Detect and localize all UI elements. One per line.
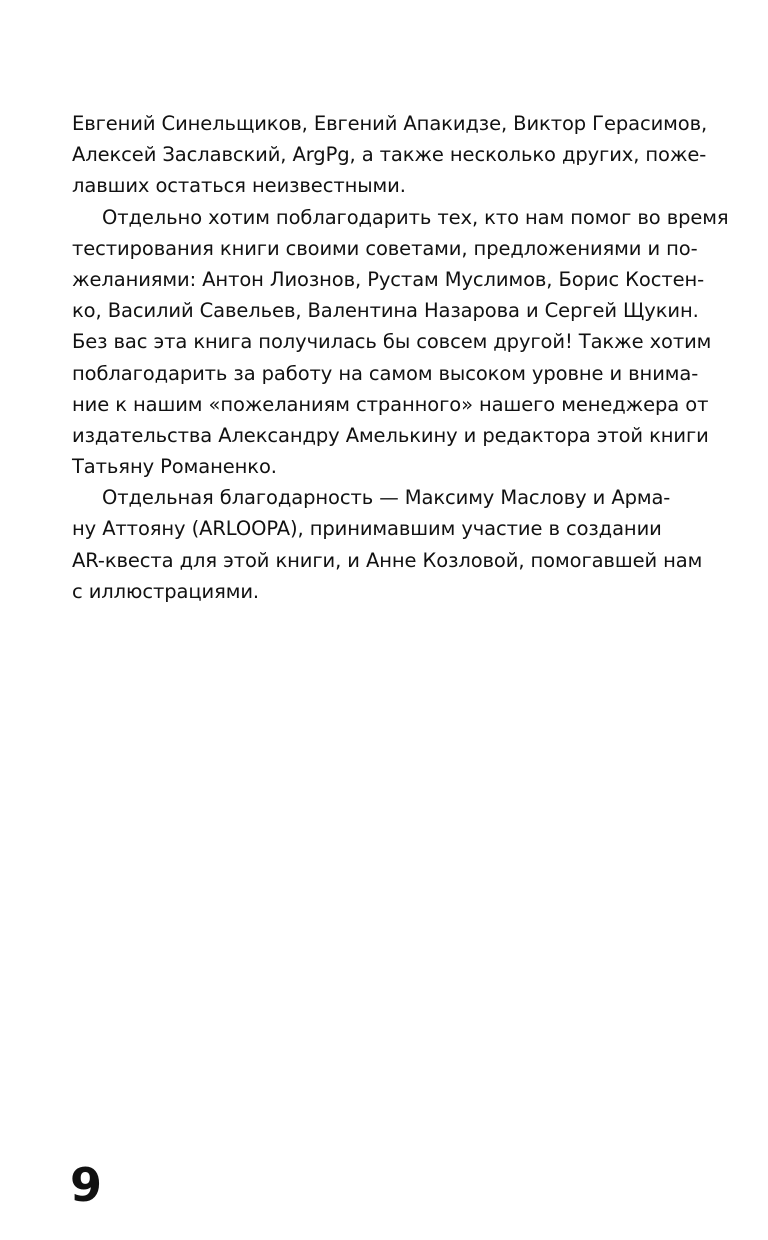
- text-line: лавших остаться неизвестными.: [72, 174, 406, 198]
- text-line: Отдельная благодарность — Максиму Маслову и Арма-: [102, 486, 671, 510]
- text-line: с иллюстрациями.: [72, 579, 260, 603]
- text-line: желаниями: Антон Лиознов, Рустам Муслимов, Борис Костен-: [72, 267, 705, 291]
- text-line: Алексей Заславский, ArgPg, а также несколько других, поже-: [72, 143, 707, 167]
- text-line: Без вас эта книга получилась бы совсем другой! Также хотим: [72, 330, 712, 354]
- text-line: Татьяну Романенко.: [72, 455, 277, 479]
- text-line: издательства Александру Амелькину и редактора этой книги: [72, 423, 709, 447]
- text-line: тестирования книги своими советами, предложениями и по-: [72, 236, 698, 260]
- text-line: ко, Василий Савельев, Валентина Назарова и Сергей Щукин.: [72, 299, 699, 323]
- text-line: Отдельно хотим поблагодарить тех, кто нам помог во время: [102, 205, 729, 229]
- text-line: ну Аттояну (ARLOOPA), принимавшим участие в создании: [72, 517, 662, 541]
- page-number: 9: [70, 1158, 103, 1212]
- text-line: ние к нашим «пожеланиям странного» нашего менеджера от: [72, 392, 709, 416]
- text-line: Евгений Синельщиков, Евгений Апакидзе, Виктор Герасимов,: [72, 112, 708, 135]
- text-line: AR-квеста для этой книги, и Анне Козловой, помогавшей нам: [72, 548, 703, 572]
- text-line: поблагодарить за работу на самом высоком уровне и внима-: [72, 361, 699, 385]
- body-text: [72, 108, 729, 607]
